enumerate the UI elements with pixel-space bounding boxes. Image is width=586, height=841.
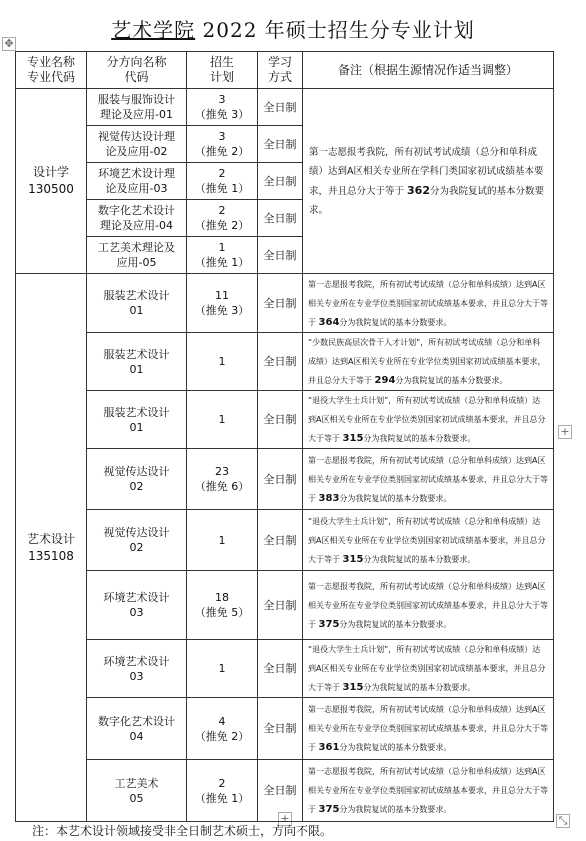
plan-cell: 4 （推免 2） [187, 698, 258, 760]
direction-cell: 服装艺术设计 01 [87, 391, 187, 449]
plan-cell: 1 [187, 640, 258, 698]
note-cell: 第一志愿报考我院，所有初试考试成绩（总分和单科成绩）达到A区相关专业所在学科门类国家初试成绩基本要求，并且总分大于等于 362分为我院复试的基本分数要求。 [303, 89, 554, 274]
direction-cell: 工艺美术理论及 应用-05 [87, 237, 187, 274]
admissions-plan-table [15, 51, 554, 822]
table-move-handle-icon[interactable]: ✥ [2, 37, 16, 51]
direction-cell: 服装与服饰设计 理论及应用-01 [87, 89, 187, 126]
header-mode: 学习 方式 [258, 52, 303, 89]
table-row [16, 333, 554, 391]
plan-cell: 1 [187, 333, 258, 391]
table-header-row [16, 52, 554, 89]
title-rest: 2022 年硕士招生分专业计划 [195, 18, 475, 42]
direction-cell: 服装艺术设计 01 [87, 333, 187, 391]
header-note: 备注（根据生源情况作适当调整） [303, 52, 554, 89]
mode-cell: 全日制 [258, 510, 303, 571]
mode-cell: 全日制 [258, 274, 303, 333]
header-direction: 分方向名称 代码 [87, 52, 187, 89]
mode-cell: 全日制 [258, 698, 303, 760]
table-row [16, 89, 554, 126]
mode-cell: 全日制 [258, 760, 303, 822]
note-cell: 第一志愿报考我院，所有初试考试成绩（总分和单科成绩）达到A区相关专业所在专业学位类别国家初试成绩基本要求，并且总分大于等于 364分为我院复试的基本分数要求。 [303, 274, 554, 333]
mode-cell: 全日制 [258, 89, 303, 126]
mode-cell: 全日制 [258, 571, 303, 640]
direction-cell: 数字化艺术设计 04 [87, 698, 187, 760]
mode-cell: 全日制 [258, 237, 303, 274]
mode-cell: 全日制 [258, 391, 303, 449]
table-row [16, 510, 554, 571]
direction-cell: 视觉传达设计 02 [87, 449, 187, 510]
plan-cell: 3 （推免 3） [187, 89, 258, 126]
direction-cell: 环境艺术设计理 论及应用-03 [87, 163, 187, 200]
plan-cell: 2 （推免 1） [187, 760, 258, 822]
note-cell: 第一志愿报考我院，所有初试考试成绩（总分和单科成绩）达到A区相关专业所在专业学位类别国家初试成绩基本要求，并且总分大于等于 375分为我院复试的基本分数要求。 [303, 760, 554, 822]
mode-cell: 全日制 [258, 333, 303, 391]
title-prefix: 艺术学院 [111, 18, 196, 42]
mode-cell: 全日制 [258, 126, 303, 163]
footer-note: 注：本艺术设计领域接受非全日制艺术硕士，方向不限。 [32, 824, 333, 838]
direction-cell: 视觉传达设计 02 [87, 510, 187, 571]
add-row-icon[interactable]: + [558, 425, 572, 439]
mode-cell: 全日制 [258, 640, 303, 698]
direction-cell: 工艺美术 05 [87, 760, 187, 822]
note-cell: “退役大学生士兵计划”，所有初试考试成绩（总分和单科成绩）达到A区相关专业所在专业学位类别国家初试成绩基本要求，并且总分大于等于 315分为我院复试的基本分数要求。 [303, 640, 554, 698]
mode-cell: 全日制 [258, 449, 303, 510]
table-row [16, 698, 554, 760]
add-column-icon[interactable]: + [278, 812, 292, 826]
table-row [16, 640, 554, 698]
direction-cell: 服装艺术设计 01 [87, 274, 187, 333]
note-cell: “退役大学生士兵计划”，所有初试考试成绩（总分和单科成绩）达到A区相关专业所在专业学位类别国家初试成绩基本要求，并且总分大于等于 315分为我院复试的基本分数要求。 [303, 510, 554, 571]
mode-cell: 全日制 [258, 200, 303, 237]
plan-cell: 1 [187, 391, 258, 449]
direction-cell: 环境艺术设计 03 [87, 571, 187, 640]
note-cell: “少数民族高层次骨干人才计划”，所有初试考试成绩（总分和单科成绩）达到A区相关专业所在专业学位类别国家初试成绩基本要求，并且总分大于等于 294分为我院复试的基本分数要求。 [303, 333, 554, 391]
note-cell: 第一志愿报考我院，所有初试考试成绩（总分和单科成绩）达到A区相关专业所在专业学位类别国家初试成绩基本要求，并且总分大于等于 361分为我院复试的基本分数要求。 [303, 698, 554, 760]
direction-cell: 数字化艺术设计 理论及应用-04 [87, 200, 187, 237]
note-cell: 第一志愿报考我院，所有初试考试成绩（总分和单科成绩）达到A区相关专业所在专业学位类别国家初试成绩基本要求，并且总分大于等于 383分为我院复试的基本分数要求。 [303, 449, 554, 510]
table-row [16, 449, 554, 510]
major-cell: 艺术设计 135108 [16, 274, 87, 822]
table-row [16, 571, 554, 640]
plan-cell: 2 （推免 1） [187, 163, 258, 200]
mode-cell: 全日制 [258, 163, 303, 200]
direction-cell: 视觉传达设计理 论及应用-02 [87, 126, 187, 163]
table-row [16, 274, 554, 333]
table-row [16, 391, 554, 449]
note-cell: “退役大学生士兵计划”，所有初试考试成绩（总分和单科成绩）达到A区相关专业所在专业学位类别国家初试成绩基本要求，并且总分大于等于 315分为我院复试的基本分数要求。 [303, 391, 554, 449]
plan-cell: 2 （推免 2） [187, 200, 258, 237]
note-cell: 第一志愿报考我院，所有初试考试成绩（总分和单科成绩）达到A区相关专业所在专业学位类别国家初试成绩基本要求，并且总分大于等于 375分为我院复试的基本分数要求。 [303, 571, 554, 640]
plan-cell: 18 （推免 5） [187, 571, 258, 640]
header-major: 专业名称 专业代码 [16, 52, 87, 89]
plan-cell: 23 （推免 6） [187, 449, 258, 510]
table-resize-handle-icon[interactable]: ⤡ [556, 814, 570, 828]
header-plan: 招生 计划 [187, 52, 258, 89]
plan-cell: 11 （推免 3） [187, 274, 258, 333]
table-row [16, 760, 554, 822]
plan-cell: 3 （推免 2） [187, 126, 258, 163]
page-title [0, 14, 586, 43]
major-cell: 设计学 130500 [16, 89, 87, 274]
direction-cell: 环境艺术设计 03 [87, 640, 187, 698]
plan-cell: 1 [187, 510, 258, 571]
plan-cell: 1 （推免 1） [187, 237, 258, 274]
